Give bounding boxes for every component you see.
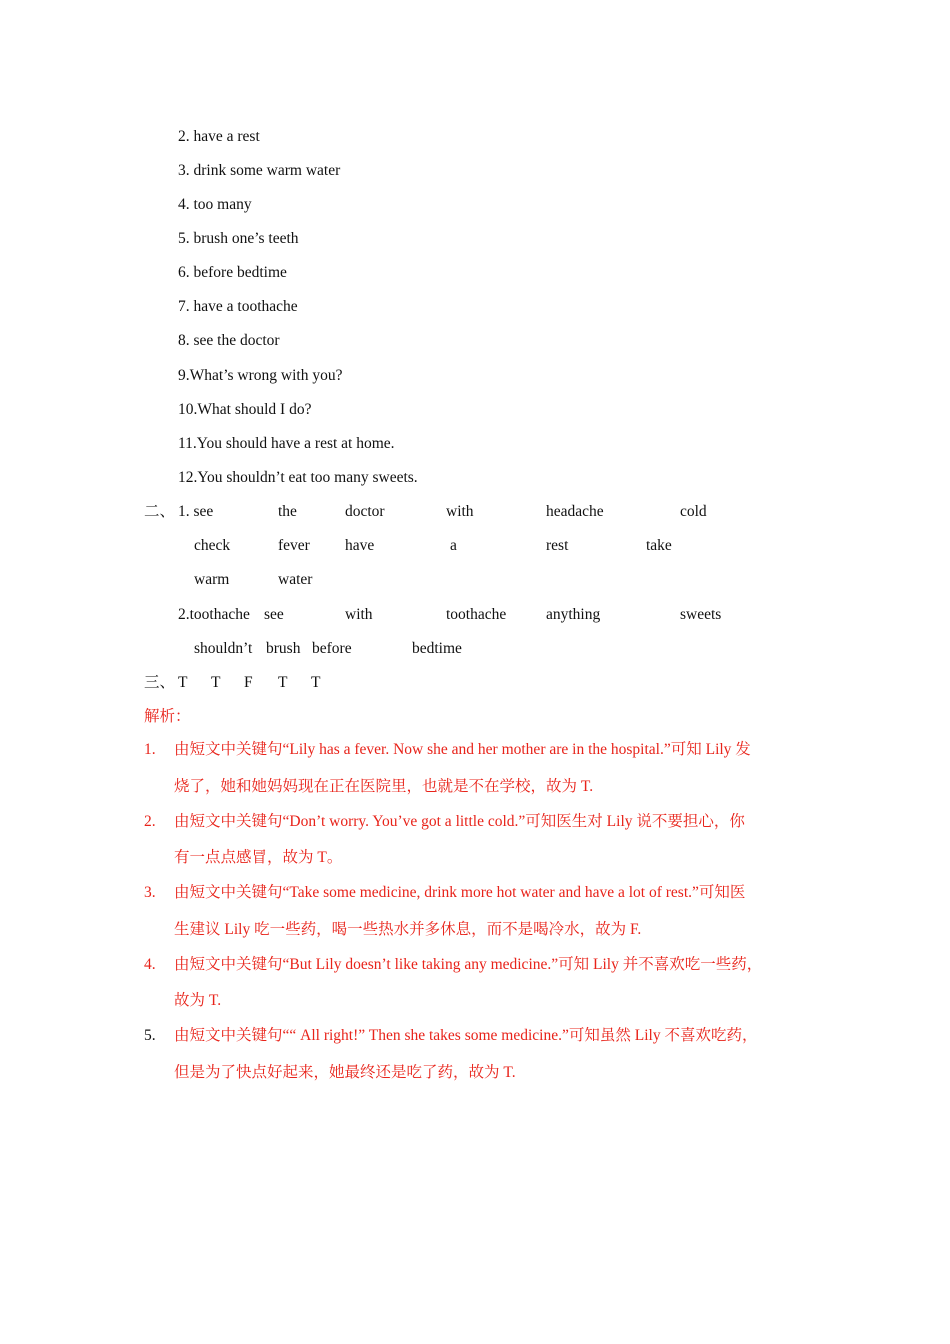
section-2-prefix: 二、 [144,503,176,520]
word-q1-12: take [646,537,672,554]
tf-answer-1: T [178,674,188,691]
section-3-prefix: 三、 [144,674,176,691]
word-q1-4: with [446,503,474,520]
word-q1-10: a [450,537,457,554]
word-q1-5: headache [546,503,604,520]
answer-item-9: 9.What’s wrong with you? [178,367,343,384]
word-q2-7: shouldn’t [194,640,253,657]
word-q2-8: brush [266,640,301,657]
analysis-line: 由短文中关键句““ All right!” Then she takes some medicine.”可知虽然 Lily 不喜欢吃药， [174,1027,758,1044]
analysis-line-cont: 故为 T. [174,992,222,1009]
analysis-line-cont: 生建议 Lily 吃一些药，喝一些热水并多休息，而不是喝冷水，故为 F. [174,921,642,938]
analysis-line-cont: 但是为了快点好起来，她最终还是吃了药，故为 T. [174,1064,516,1081]
word-q2-3: with [345,606,373,623]
word-q2-9: before [312,640,352,657]
analysis-line: 由短文中关键句“Don’t worry. You’ve got a little cold.”可知医生对 Lily 说不要担心，你 [174,813,745,830]
word-q1-3: doctor [345,503,385,520]
answer-item-5: 5. brush one’s teeth [178,230,299,247]
word-q1-13: warm [194,571,230,588]
word-q1-6: cold [680,503,707,520]
word-q2-1: 2.toothache [178,606,250,623]
answer-item-10: 10.What should I do? [178,401,312,418]
analysis-line: 由短文中关键句“Lily has a fever. Now she and her mother are in the hospital.”可知 Lily 发 [174,741,751,758]
word-q1-8: fever [278,537,310,554]
word-q1-11: rest [546,537,569,554]
analysis-num: 2. [144,813,156,830]
answer-item-2: 2. have a rest [178,128,260,145]
word-q1-9: have [345,537,375,554]
word-q2-5: anything [546,606,601,623]
analysis-num: 4. [144,956,156,973]
tf-answer-4: T [278,674,288,691]
analysis-num: 1. [144,741,156,758]
answer-item-4: 4. too many [178,196,252,213]
word-q1-7: check [194,537,231,554]
analysis-line-cont: 有一点点感冒，故为 T。 [174,849,343,866]
word-q1-1: 1. see [178,503,214,520]
tf-answer-5: T [311,674,321,691]
answer-item-6: 6. before bedtime [178,264,287,281]
analysis-title: 解析： [144,708,191,725]
word-q1-2: the [278,503,297,520]
analysis-line: 由短文中关键句“Take some medicine, drink more hot water and have a lot of rest.”可知医 [174,884,746,901]
word-q2-6: sweets [680,606,722,623]
analysis-line-cont: 烧了，她和她妈妈现在正在医院里，也就是不在学校，故为 T. [174,778,594,795]
word-q2-2: see [264,606,284,623]
answer-item-11: 11.You should have a rest at home. [178,435,395,452]
word-q2-10: bedtime [412,640,462,657]
answer-item-7: 7. have a toothache [178,298,298,315]
analysis-num: 3. [144,884,156,901]
answer-item-12: 12.You shouldn’t eat too many sweets. [178,469,418,486]
analysis-line: 由短文中关键句“But Lily doesn’t like taking any medicine.”可知 Lily 并不喜欢吃一些药， [174,956,763,973]
tf-answer-2: T [211,674,221,691]
word-q1-14: water [278,571,313,588]
answer-item-8: 8. see the doctor [178,332,280,349]
analysis-num: 5. [144,1027,156,1044]
word-q2-4: toothache [446,606,507,623]
answer-item-3: 3. drink some warm water [178,162,341,179]
tf-answer-3: F [244,674,253,691]
